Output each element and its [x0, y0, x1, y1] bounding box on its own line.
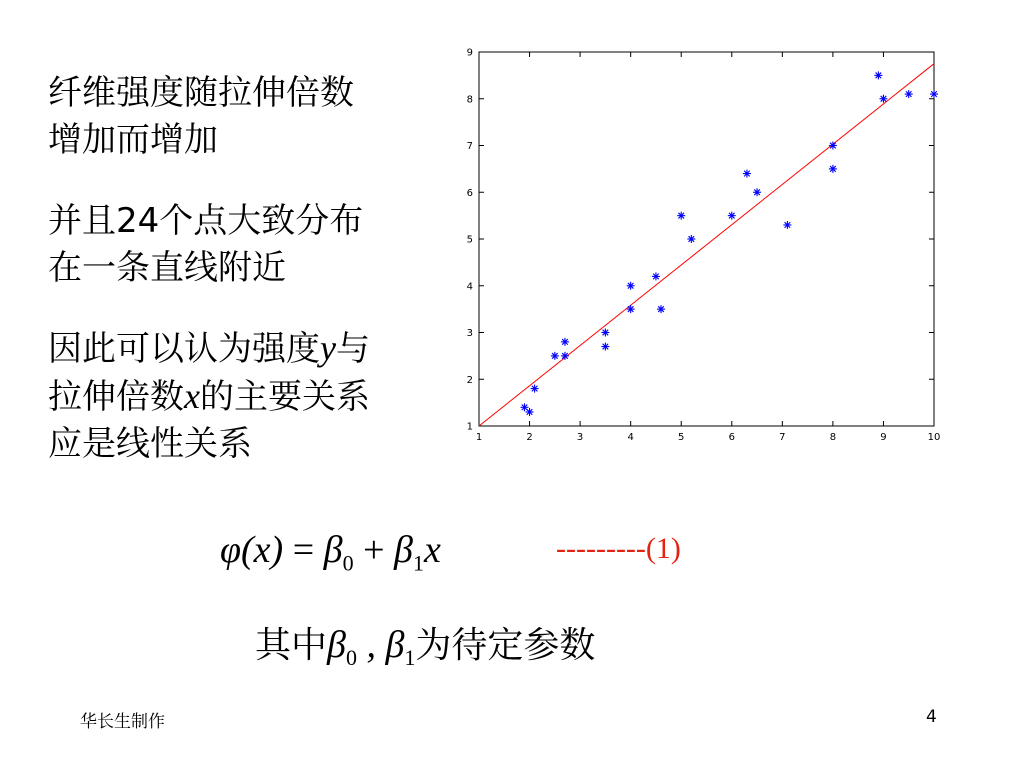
- x-tick-label: 4: [627, 432, 634, 443]
- y-tick-label: 8: [466, 94, 473, 106]
- data-point: [743, 170, 751, 178]
- params-beta0-sub: 0: [345, 645, 357, 671]
- regression-formula: [220, 528, 441, 577]
- plot-frame: [479, 52, 934, 426]
- conclusion-text: [48, 325, 378, 468]
- conclusion-suffix: 的主要关系应是线性关系: [48, 377, 370, 464]
- observation-text: 纤维强度随拉伸倍数增加而增加: [48, 73, 354, 160]
- var-x: x: [184, 376, 200, 416]
- params-beta1-sub: 1: [404, 645, 416, 671]
- data-point: [627, 282, 635, 290]
- y-tick-label: 9: [466, 47, 473, 59]
- data-point: [677, 212, 685, 220]
- var-y: y: [320, 328, 336, 368]
- page-number: 4: [926, 707, 937, 727]
- params-prefix: 其中: [255, 625, 328, 666]
- distribution-text: 并且24个点大致分布在一条直线附近: [48, 201, 364, 288]
- y-tick-label: 6: [466, 187, 473, 199]
- footer-author: 华长生制作: [80, 712, 165, 732]
- conclusion-prefix: 因此可以认为强度: [48, 329, 320, 369]
- data-point: [652, 272, 660, 280]
- data-point: [561, 352, 569, 360]
- y-tick-label: 1: [466, 421, 473, 433]
- y-tick-label: 3: [466, 328, 473, 339]
- x-tick-label: 10: [927, 432, 941, 443]
- data-point: [728, 212, 736, 220]
- params-beta0: β: [327, 624, 346, 666]
- data-point: [829, 165, 837, 173]
- formula-plus: +: [353, 529, 395, 571]
- x-tick-label: 9: [880, 432, 887, 443]
- equation-number: ---------(1): [556, 532, 681, 565]
- formula-beta1: β: [394, 529, 413, 571]
- x-tick-label: 6: [728, 432, 735, 443]
- scatter-plot-svg: [455, 40, 950, 455]
- formula-beta0: β: [323, 529, 343, 571]
- x-tick-label: 2: [526, 432, 533, 443]
- scatter-plot: [455, 40, 950, 455]
- y-tick-label: 2: [466, 374, 473, 386]
- formula-beta1-sub: 1: [412, 550, 424, 576]
- x-tick-label: 3: [576, 432, 584, 443]
- data-point: [829, 142, 837, 150]
- x-tick-label: 1: [475, 432, 483, 443]
- params-suffix: 为待定参数: [415, 625, 596, 666]
- parameter-note: [255, 617, 595, 671]
- x-tick-label: 5: [678, 432, 685, 443]
- conclusion-mid: 与拉伸倍数: [48, 329, 370, 417]
- params-comma: ,: [356, 624, 386, 666]
- formula-beta0-sub: 0: [342, 550, 354, 576]
- data-point: [753, 188, 761, 196]
- formula-lhs: φ(x): [220, 529, 284, 571]
- data-point: [561, 338, 569, 346]
- data-point: [526, 408, 534, 416]
- y-tick-label: 5: [466, 234, 473, 246]
- y-tick-label: 4: [466, 281, 473, 293]
- y-tick-label: 7: [466, 141, 473, 152]
- x-tick-label: 8: [829, 432, 837, 443]
- data-point: [657, 305, 665, 313]
- params-beta1: β: [385, 624, 405, 666]
- formula-equals: =: [283, 529, 324, 571]
- x-tick-label: 7: [779, 432, 786, 443]
- formula-var-x: x: [423, 529, 441, 571]
